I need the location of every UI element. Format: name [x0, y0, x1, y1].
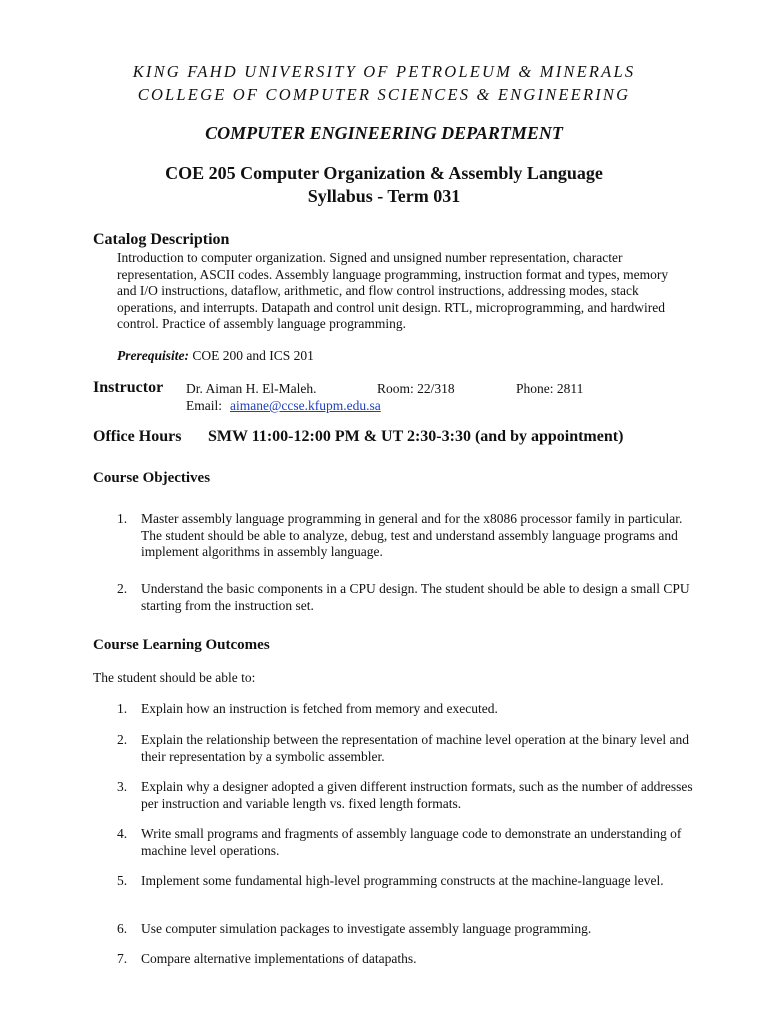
- item-text: Explain why a designer adopted a given different instruction formats, such as the number of addresses per instruction and variable length vs. fixed length formats.: [141, 779, 693, 811]
- instructor-name: Dr. Aiman H. El-Maleh.: [186, 381, 317, 396]
- item-text: Explain the relationship between the representation of machine level operation at the binary level and their representation by a symbolic assembler.: [141, 732, 690, 764]
- item-number: 6.: [117, 921, 128, 936]
- email-label: Email:: [186, 398, 222, 413]
- catalog-description: Introduction to computer organization. Signed and unsigned number representation, character representation, ASCII codes. Assembly language programming, instruction format and types, memory and I/O instructions, dataflow, arithmetic, and flow control instructions, addressing modes, stack operations, and interrupts. Datapath and control unit design. RTL, microprogramming, and hardwired control. Practice of assembly language programming.: [117, 250, 669, 331]
- item-text: Explain how an instruction is fetched from memory and executed.: [141, 701, 498, 716]
- instructor-email-link[interactable]: aimane@ccse.kfupm.edu.sa: [230, 398, 381, 413]
- objective-item: [117, 511, 701, 561]
- university-name: KING FAHD UNIVERSITY OF PETROLEUM & MINERALS: [132, 62, 636, 81]
- item-number: 7.: [117, 951, 128, 966]
- item-number: 1.: [117, 511, 128, 526]
- office-hours-value: SMW 11:00-12:00 PM & UT 2:30-3:30 (and by appointment): [208, 428, 624, 445]
- item-number: 3.: [117, 779, 128, 794]
- outcome-item: [117, 826, 701, 859]
- outcome-item: [117, 951, 701, 968]
- outcomes-heading: Course Learning Outcomes: [93, 637, 270, 653]
- outcome-item: [117, 873, 701, 890]
- item-text: Implement some fundamental high-level programming constructs at the machine-language level.: [141, 873, 664, 888]
- item-number: 5.: [117, 873, 128, 888]
- outcome-item: [117, 732, 701, 765]
- prerequisite-label: Prerequisite:: [117, 348, 189, 363]
- outcomes-intro: The student should be able to:: [93, 670, 256, 685]
- syllabus-term: Syllabus - Term 031: [307, 186, 461, 206]
- course-title: COE 205 Computer Organization & Assembly Language: [165, 163, 603, 183]
- department-title: COMPUTER ENGINEERING DEPARTMENT: [205, 123, 563, 143]
- college-name: COLLEGE OF COMPUTER SCIENCES & ENGINEERING: [137, 85, 631, 104]
- item-text: Understand the basic components in a CPU design. The student should be able to design a small CPU starting from the instruction set.: [141, 581, 690, 613]
- office-hours-label: Office Hours: [93, 428, 182, 445]
- item-text: Write small programs and fragments of assembly language code to demonstrate an understanding of machine level operations.: [141, 826, 682, 858]
- item-number: 1.: [117, 701, 128, 716]
- instructor-email-row: [186, 398, 381, 414]
- instructor-room: Room: 22/318: [377, 381, 455, 396]
- item-number: 2.: [117, 732, 128, 747]
- objective-item: [117, 581, 701, 614]
- objectives-heading: Course Objectives: [93, 470, 211, 486]
- outcome-item: [117, 701, 701, 718]
- prerequisite: [117, 348, 314, 364]
- instructor-phone: Phone: 2811: [516, 381, 584, 396]
- outcome-item: [117, 779, 701, 812]
- outcome-item: [117, 921, 701, 938]
- item-text: Compare alternative implementations of datapaths.: [141, 951, 417, 966]
- catalog-heading: Catalog Description: [93, 231, 230, 248]
- item-text: Master assembly language programming in general and for the x8086 processor family in particular. The student should be able to analyze, debug, test and understand assembly language programs and implement algorithms in assembly language.: [141, 511, 683, 559]
- item-number: 4.: [117, 826, 128, 841]
- prerequisite-value: COE 200 and ICS 201: [192, 348, 314, 363]
- instructor-label: Instructor: [93, 379, 164, 396]
- item-text: Use computer simulation packages to investigate assembly language programming.: [141, 921, 592, 936]
- item-number: 2.: [117, 581, 128, 596]
